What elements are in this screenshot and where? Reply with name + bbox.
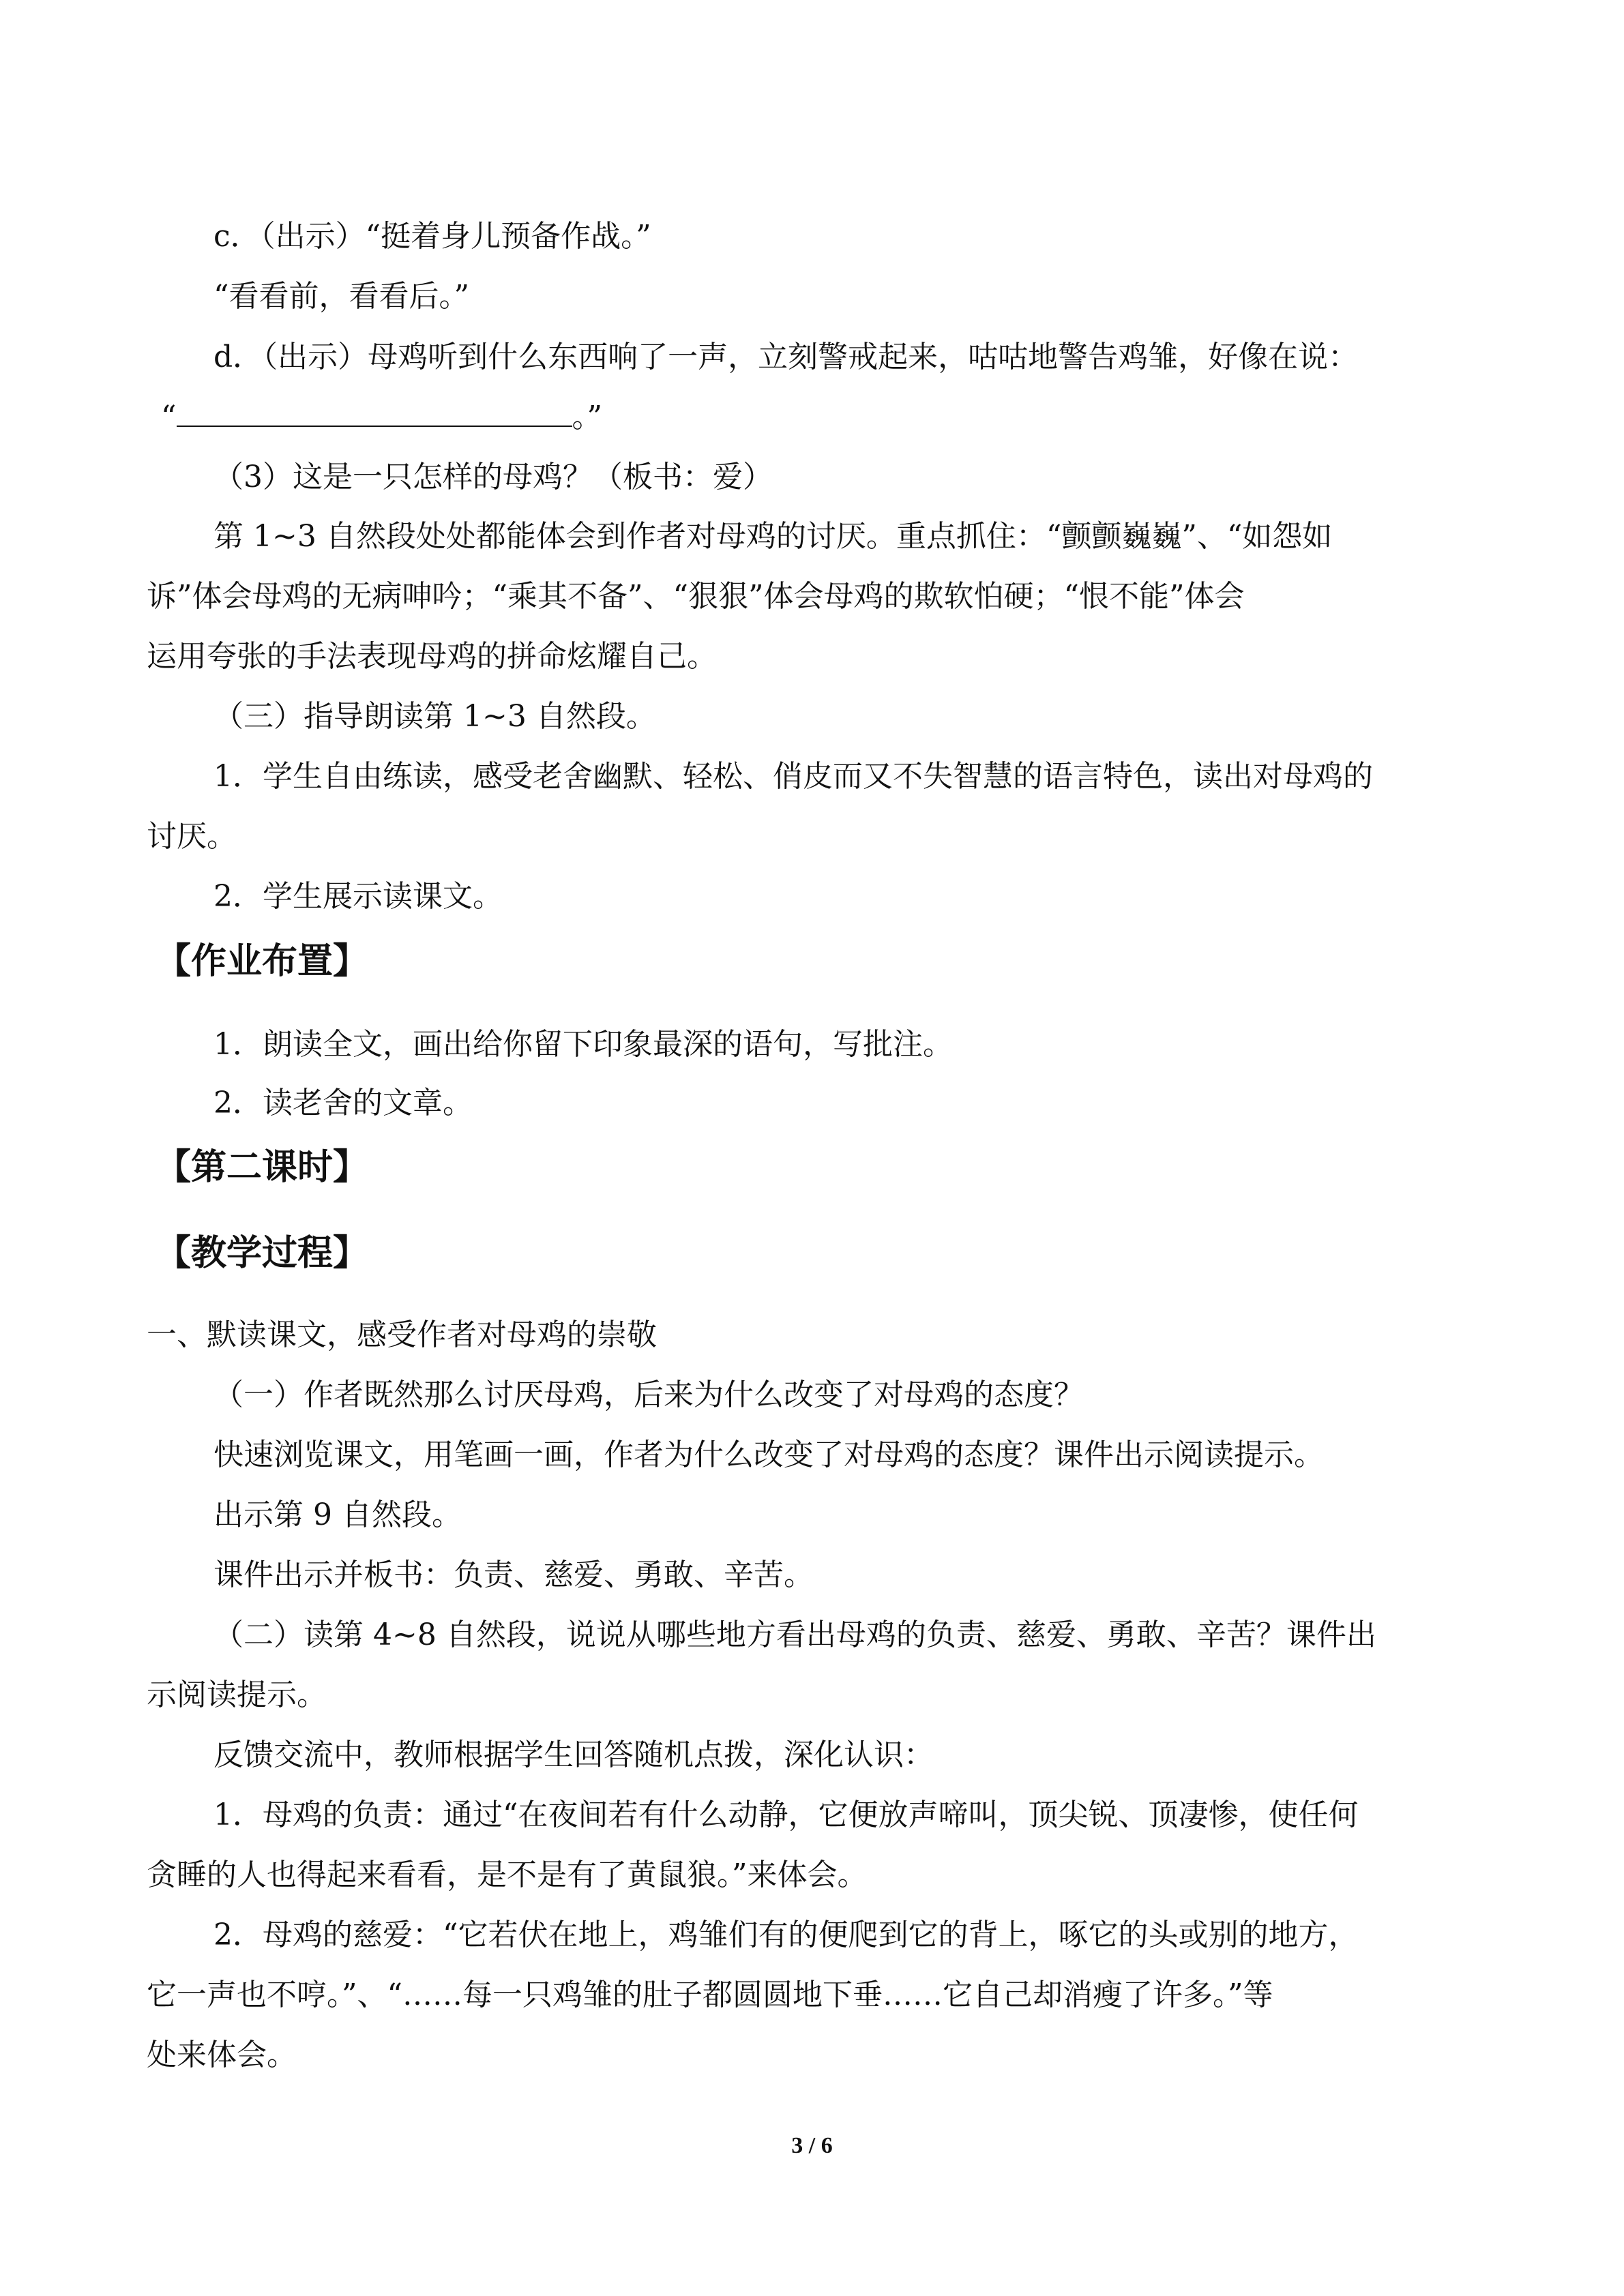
section-heading-homework: 【作业布置】	[156, 941, 369, 982]
text-line: 出示第 9 自然段。	[213, 1497, 462, 1532]
text-line: （二）读第 4~8 自然段，说说从哪些地方看出母鸡的负责、慈爱、勇敢、辛苦？课件出	[213, 1617, 1376, 1652]
section-heading-teaching-process: 【教学过程】	[156, 1233, 369, 1274]
text-line: 贪睡的人也得起来看看，是不是有了黄鼠狼。”来体会。	[147, 1858, 868, 1892]
fill-in-blank-line	[161, 397, 1498, 438]
text-line: 1．学生自由练读，感受老舍幽默、轻松、俏皮而又不失智慧的语言特色，读出对母鸡的	[213, 759, 1373, 794]
text-line: （一）作者既然那么讨厌母鸡，后来为什么改变了对母鸡的态度？	[213, 1377, 1084, 1412]
text-line: 课件出示并板书：负责、慈爱、勇敢、辛苦。	[213, 1557, 814, 1592]
text-line: 第 1~3 自然段处处都能体会到作者对母鸡的讨厌。重点抓住：“颤颤巍巍”、“如怨如	[213, 519, 1333, 554]
text-line: 快速浏览课文，用笔画一画，作者为什么改变了对母鸡的态度？课件出示阅读提示。	[213, 1437, 1324, 1472]
text-line: 2．学生展示读课文。	[213, 879, 503, 914]
text-line: 1．母鸡的负责：通过“在夜间若有什么动静，它便放声啼叫，顶尖锐、顶凄惨，使任何	[213, 1798, 1359, 1832]
close-quote: 。”	[572, 400, 602, 434]
text-line: 1．朗读全文，画出给你留下印象最深的语句，写批注。	[213, 1027, 953, 1062]
text-line: “看看前，看看后。”	[213, 279, 469, 314]
text-line: 它一声也不哼。”、“……每一只鸡雏的肚子都圆圆地下垂……它自己却消瘦了许多。”等	[147, 1978, 1273, 2012]
text-line: c．（出示）“挺着身儿预备作战。”	[213, 219, 651, 254]
text-line: （3）这是一只怎样的母鸡？（板书：爱）	[213, 460, 773, 494]
section-heading-second-lesson: 【第二课时】	[156, 1147, 369, 1188]
answer-blank	[177, 398, 572, 427]
text-line: 示阅读提示。	[147, 1678, 327, 1712]
text-line: 一、默读课文，感受作者对母鸡的崇敬	[147, 1317, 657, 1352]
text-line: （三）指导朗读第 1~3 自然段。	[213, 699, 656, 734]
text-line: d．（出示）母鸡听到什么东西响了一声，立刻警戒起来，咕咕地警告鸡雏，好像在说：	[213, 340, 1359, 374]
open-quote: “	[161, 400, 177, 434]
page-number: 3 / 6	[791, 2133, 833, 2158]
text-line: 2．母鸡的慈爱：“它若伏在地上，鸡雏们有的便爬到它的背上，啄它的头或别的地方，	[213, 1918, 1359, 1952]
text-line: 2．读老舍的文章。	[213, 1086, 473, 1120]
text-line: 诉”体会母鸡的无病呻吟；“乘其不备”、“狠狠”体会母鸡的欺软怕硬；“恨不能”体会	[147, 579, 1245, 614]
text-line: 反馈交流中，教师根据学生回答随机点拨，深化认识：	[213, 1738, 934, 1772]
text-line: 讨厌。	[147, 819, 237, 854]
text-line: 处来体会。	[147, 2038, 297, 2072]
text-line: 运用夸张的手法表现母鸡的拼命炫耀自己。	[147, 639, 717, 674]
